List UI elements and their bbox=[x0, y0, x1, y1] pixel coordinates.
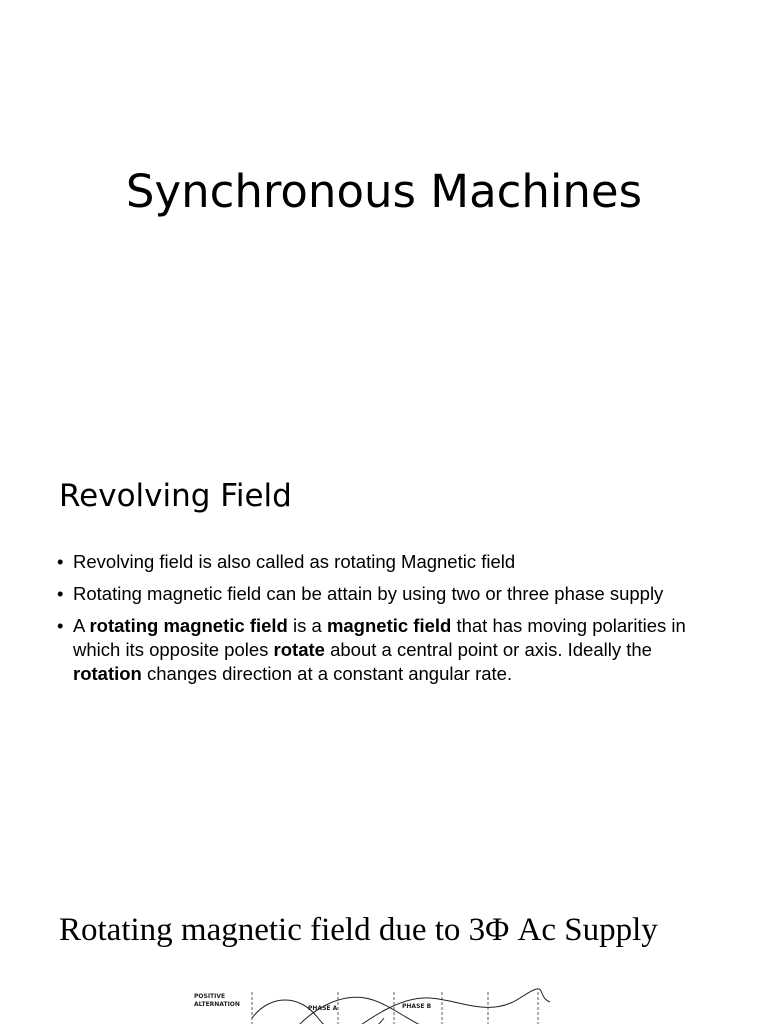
figure-label: PHASE A bbox=[308, 1005, 338, 1012]
bullet-text: A bbox=[73, 615, 90, 636]
bullet-text-bold: rotation bbox=[73, 663, 142, 684]
phase-a-wave bbox=[252, 1000, 384, 1024]
bullet-text-bold: rotate bbox=[273, 639, 325, 660]
figure-label: PHASE B bbox=[402, 1003, 432, 1010]
bullet-text-bold: rotating magnetic field bbox=[89, 615, 288, 636]
bullet-text: changes direction at a constant angular rate. bbox=[141, 663, 513, 684]
bullet-item bbox=[57, 614, 717, 686]
bullet-dot: • bbox=[57, 615, 64, 636]
bullet-dot: • bbox=[57, 551, 64, 572]
bullet-text: Rotating magnetic field can be attain by using two or three phase supply bbox=[73, 583, 664, 604]
three-phase-waveform-figure bbox=[190, 988, 590, 1024]
phase-c-wave bbox=[340, 989, 550, 1024]
bullet-text-bold: magnetic field bbox=[326, 615, 452, 636]
bullet-item bbox=[57, 550, 717, 574]
bullet-text: that has moving polarities in which its opposite poles bbox=[73, 615, 686, 660]
bullet-dot: • bbox=[57, 583, 64, 604]
slide-title: Synchronous Machines bbox=[125, 165, 643, 218]
slide-2 bbox=[0, 440, 768, 880]
bullet-text: about a central point or axis. Ideally the bbox=[324, 639, 652, 660]
slide-heading: Revolving Field bbox=[59, 478, 292, 514]
bullet-item bbox=[57, 582, 717, 606]
bullet-list bbox=[57, 550, 717, 694]
slide-1 bbox=[0, 0, 768, 440]
slide-heading: Rotating magnetic field due to 3Φ Ac Supply bbox=[59, 912, 658, 948]
bullet-text: is a bbox=[287, 615, 327, 636]
slide-3 bbox=[0, 880, 768, 1024]
bullet-text: Revolving field is also called as rotating Magnetic field bbox=[73, 551, 516, 572]
figure-label: ALTERNATION bbox=[194, 1001, 240, 1008]
figure-label: POSITIVE bbox=[194, 993, 226, 1000]
